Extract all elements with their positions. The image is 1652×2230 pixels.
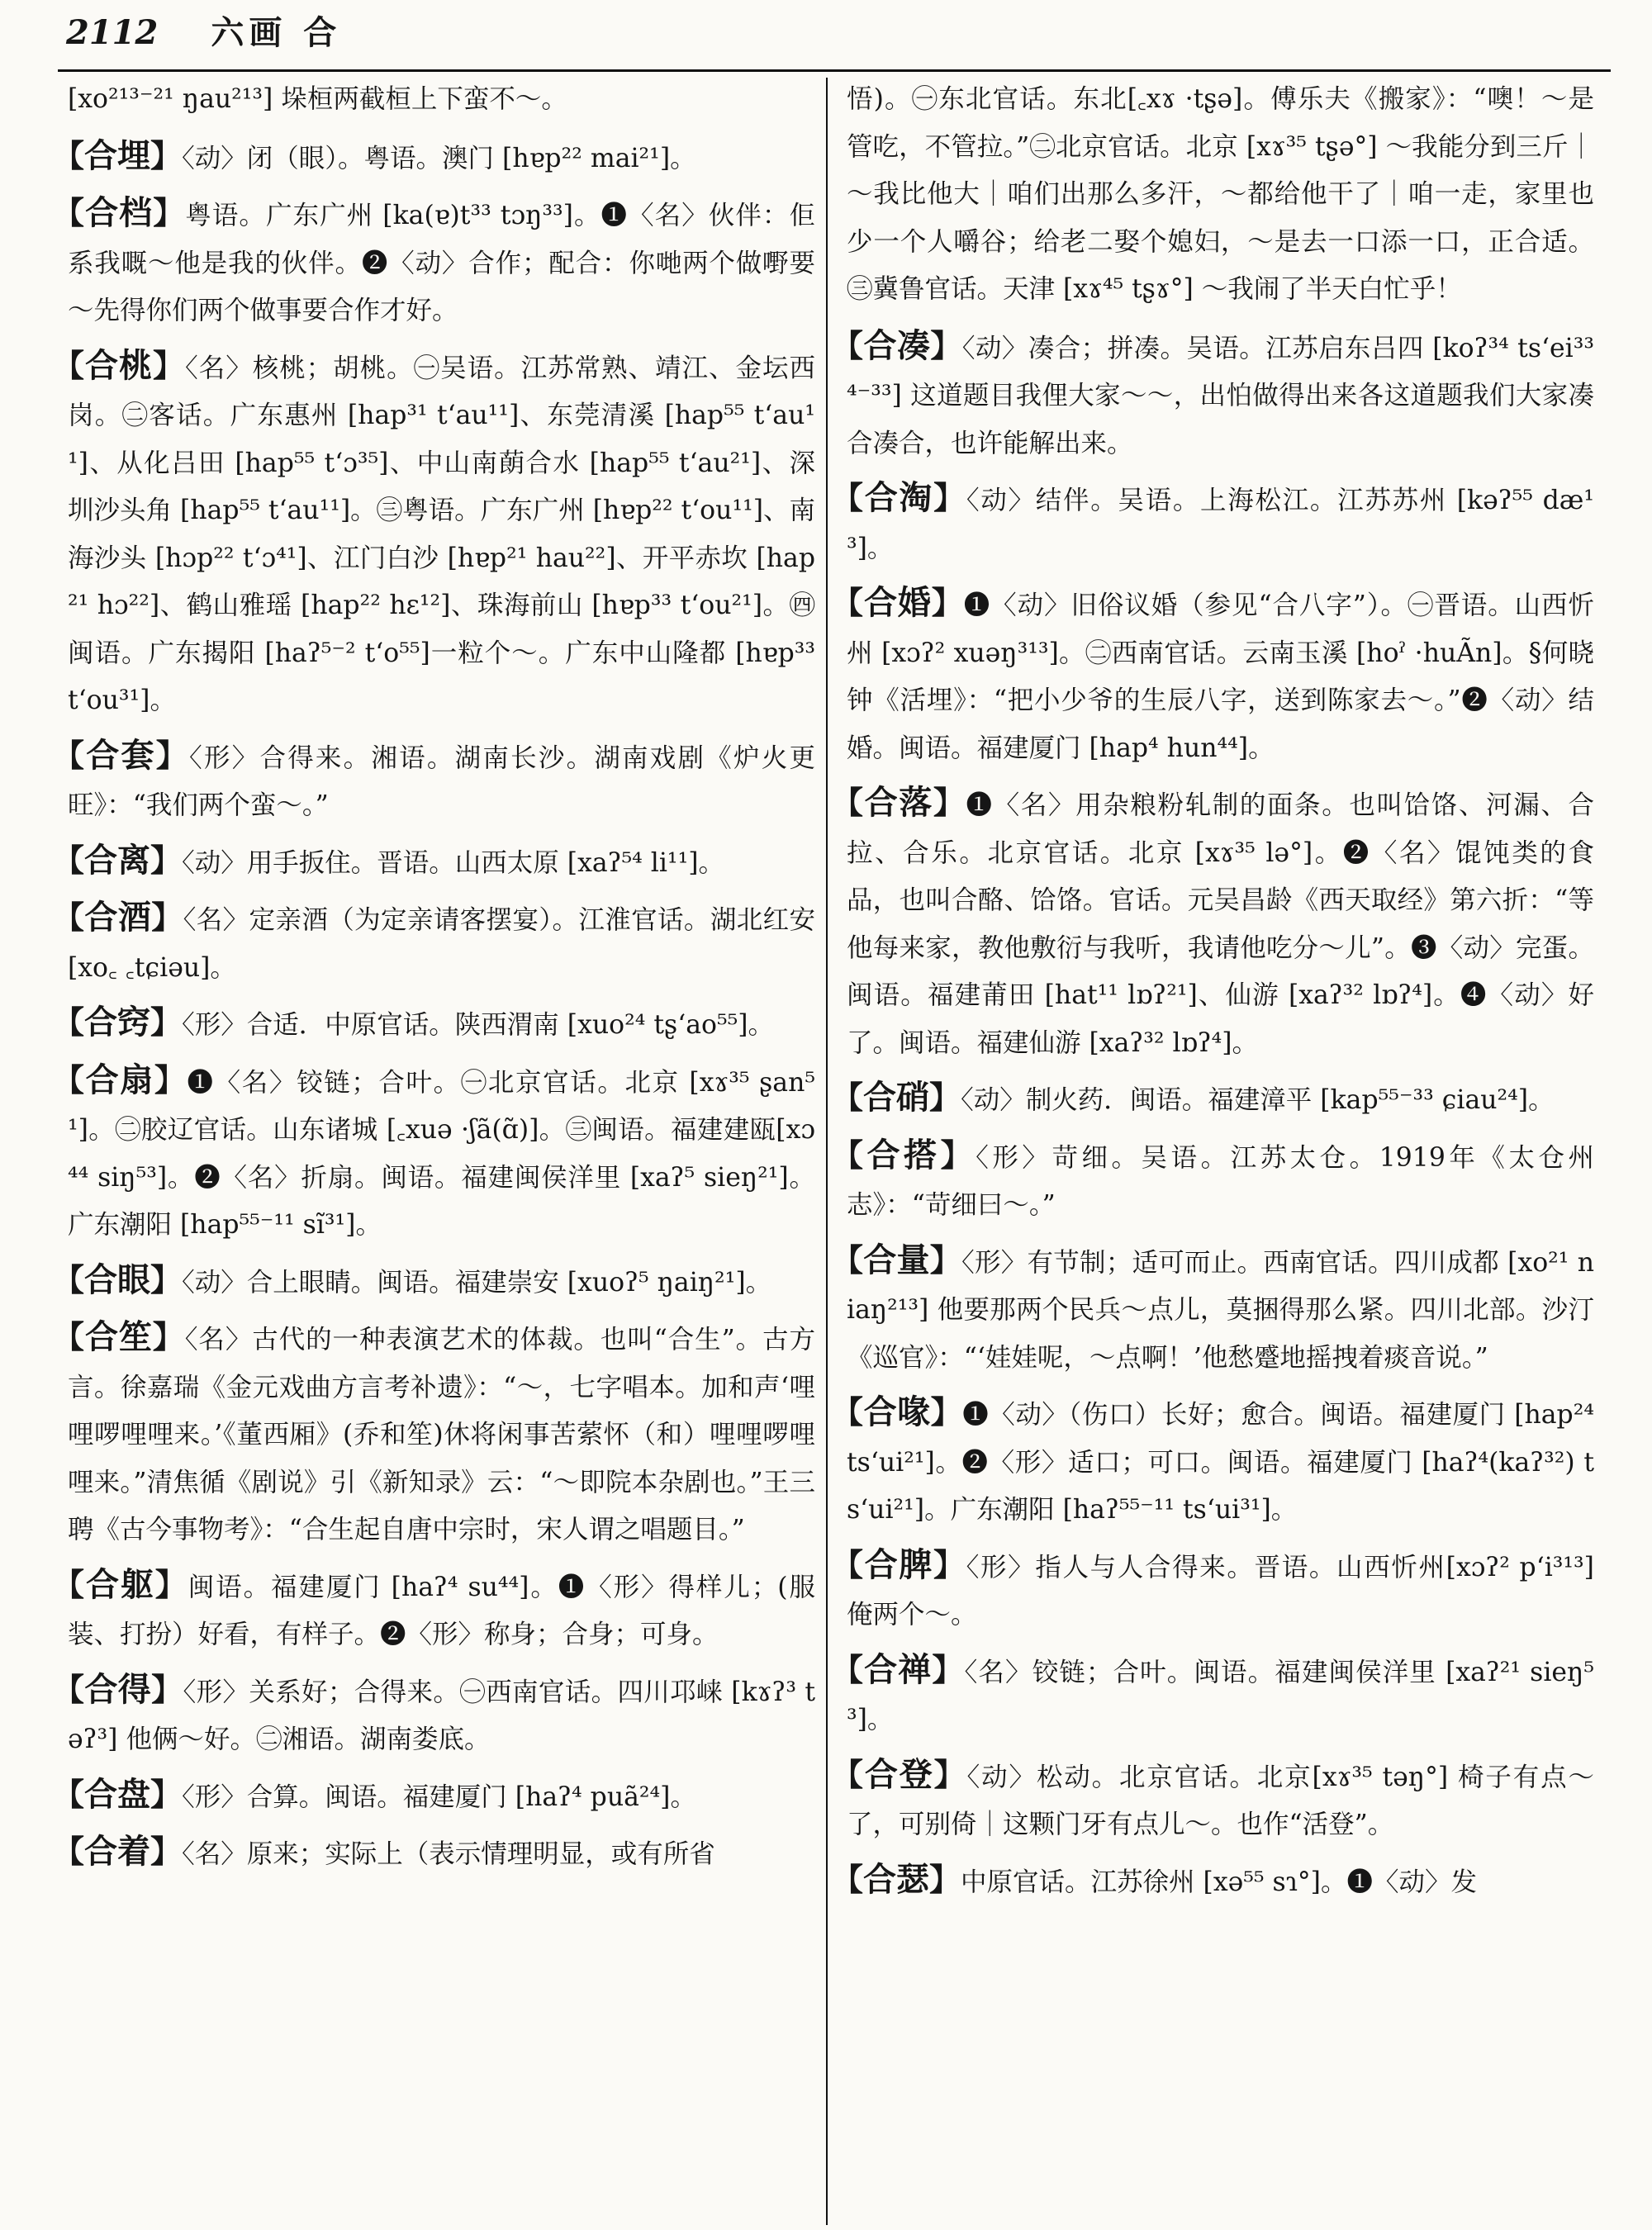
page-number: 2112 (66, 13, 159, 52)
header-rule (58, 69, 1611, 72)
dictionary-entry (832, 1751, 1594, 1849)
page-header (66, 7, 341, 64)
entry-definition: 〈动〉制火药．闽语。福建漳平 [kap⁵⁵⁻³³ ɕiau²⁴]。 (961, 1085, 1555, 1115)
entry-headword: 【合酒】 (53, 898, 183, 937)
entry-definition: 中原官话。江苏徐州 [xə⁵⁵ sɿ°]。❶〈动〉发 (961, 1867, 1477, 1897)
dictionary-entry (832, 1541, 1594, 1639)
entry-headword: 【合着】 (53, 1832, 183, 1871)
dictionary-entry (53, 1771, 815, 1822)
entry-definition: 〈名〉核桃；胡桃。㊀吴语。江苏常熟、靖江、金坛西岗。㊁客话。广东惠州 [hap³¹ tʻau¹¹]、东莞清溪 [hap⁵⁵ tʻau¹¹]、从化吕田 [hap⁵⁵ tʻɔ³⁵]、中山南蓢合水 [hap⁵⁵ tʻau²¹]、深圳沙头角 [hap⁵⁵ tʻau¹¹]。㊂粤语。广东广州 [hɐp²² tʻou¹¹]、南海沙头 [hɔp²² tʻɔ⁴¹]、江门白沙 [hɐp²¹ hau²²]、开平赤坎 [hap²¹ hɔ²²]、鹤山雅瑶 [hap²² hɛ¹²]、珠海前山 [hɐp³³ tʻou²¹]。㊃闽语。广东揭阳 [haʔ⁵⁻² tʻo⁵⁵]一粒个～。广东中山隆都 [hɐp³³ tʻou³¹]。 (68, 353, 815, 715)
entry-definition: 〈名〉定亲酒（为定亲请客摆宴）。江淮官话。湖北红安 [xo꜀ ꜀tɕiəu]。 (68, 905, 816, 983)
dictionary-entry (53, 894, 816, 992)
entry-definition: 〈形〉合适．中原官话。陕西渭南 [xuo²⁴ tʂʻao⁵⁵]。 (182, 1010, 774, 1040)
dictionary-entry (53, 132, 815, 183)
entry-definition: 〈形〉有节制；适可而止。西南官话。四川成都 [xo²¹ niaŋ²¹³] 他要那两个民兵～点儿，莫捆得那么紧。四川北部。沙汀《巡官》：“‘娃娃呢，～点啊！’他愁蹙地摇拽着痰音说。” (847, 1247, 1594, 1373)
running-title: 六画 合 (211, 13, 342, 52)
dictionary-entry (53, 189, 815, 335)
entry-definition: 〈形〉指人与人合得来。晋语。山西忻州[xɔʔ² pʻi³¹³] 俺两个～。 (847, 1552, 1594, 1630)
dictionary-entry (53, 999, 815, 1050)
entry-definition: 〈动〉闭（眼）。粤语。澳门 [hɐp²² mai²¹]。 (182, 143, 696, 173)
dictionary-entry (53, 732, 815, 830)
dictionary-entry (53, 1313, 815, 1554)
dictionary-entry (832, 1388, 1594, 1535)
entry-definition: 〈动〉合上眼睛。闽语。福建崇安 [xuoʔ⁵ ŋaiŋ²¹]。 (182, 1267, 772, 1298)
entry-headword: 【合笙】 (53, 1317, 185, 1356)
entry-headword: 【合搭】 (832, 1135, 976, 1174)
entry-headword: 【合套】 (53, 735, 189, 775)
entry-headword: 【合埋】 (53, 135, 183, 175)
entry-headword: 【合桃】 (53, 345, 185, 385)
entry-headword: 【合离】 (53, 840, 183, 880)
dictionary-entry (832, 1646, 1594, 1744)
entry-headword: 【合落】 (832, 783, 966, 822)
entry-definition: 〈名〉铰链；合叶。闽语。福建闽侯洋里 [xaʔ²¹ sieŋ⁵³]。 (847, 1657, 1594, 1734)
entry-definition: 〈名〉原来；实际上（表示情理明显，或有所省 (182, 1839, 715, 1869)
entry-headword: 【合档】 (53, 193, 186, 232)
entry-headword: 【合盘】 (53, 1774, 183, 1814)
entry-definition: ❶〈名〉铰链；合叶。㊀北京官话。北京 [xɤ³⁵ ʂan⁵¹]。㊁胶辽官话。山东诸城 [꜀xuə ·ʃã(ɑ̃)]。㊂闽语。福建建瓯[xɔ⁴⁴ siŋ⁵³]。❷〈名〉折扇。闽语。福建闽侯洋里 [xaʔ⁵ sieŋ²¹]。广东潮阳 [hap⁵⁵⁻¹¹ sĩ³¹]。 (68, 1067, 815, 1240)
entry-headword: 【合硝】 (832, 1078, 961, 1117)
entry-headword: 【合眼】 (53, 1260, 183, 1299)
dictionary-entry (53, 1828, 815, 1879)
entry-continuation (847, 76, 1594, 314)
dictionary-entry (832, 1132, 1594, 1230)
entry-headword: 【合得】 (53, 1669, 183, 1709)
entry-definition: 〈形〉合算。闽语。福建厦门 [haʔ⁴ puã²⁴]。 (182, 1782, 696, 1812)
entry-definition: 〈形〉关系好；合得来。㊀西南官话。四川邛崃 [kɤʔ³ təʔ³] 他俩～好。㊁湘语。湖南娄底。 (68, 1677, 815, 1754)
entry-definition: 〈动〉结伴。吴语。上海松江。江苏苏州 [kəʔ⁵⁵ dæ¹³]。 (847, 486, 1594, 563)
dictionary-entry (53, 1561, 816, 1659)
entry-definition: ❶〈名〉用杂粮粉轧制的面条。也叫饸饹、河漏、合拉、合乐。北京官话。北京 [xɤ³⁵ lə°]。❷〈名〉馄饨类的食品，也叫合酪、饸饹。官话。元吴昌龄《西天取经》第六折：“等他每来家，教他敷衍与我听，我请他吃分～儿”。❸〈动〉完蛋。闽语。福建莆田 [hat¹¹ lɒʔ²¹]、仙游 [xaʔ³² lɒʔ⁴]。❹〈动〉好了。闽语。福建仙游 [xaʔ³² lɒʔ⁴]。 (847, 790, 1594, 1058)
dictionary-entry (832, 322, 1594, 468)
entry-headword: 【合喙】 (832, 1393, 963, 1431)
entry-headword: 【合窍】 (53, 1003, 183, 1041)
entry-definition: 〈动〉凑合；拼凑。吴语。江苏启东吕四 [koʔ³⁴ tsʻei³³⁴⁻³³] 这道题目我俚大家～～，出怕做得出来各这道题我们大家凑合凑合，也许能解出来。 (847, 333, 1594, 458)
entry-headword: 【合扇】 (53, 1060, 188, 1099)
entry-definition: 〈动〉用手扳住。晋语。山西太原 [xaʔ⁵⁴ li¹¹]。 (182, 847, 724, 878)
entry-headword: 【合脾】 (832, 1544, 966, 1584)
dictionary-entry (53, 1056, 815, 1250)
entry-headword: 【合登】 (832, 1754, 967, 1794)
entry-headword: 【合凑】 (832, 325, 962, 365)
dictionary-entry (53, 837, 815, 888)
entry-definition: ❶〈动〉旧俗议婚（参见“合八字”）。㊀晋语。山西忻州 [xɔʔ² xuəŋ³¹³]。㊁西南官话。云南玉溪 [hoˀ ·huÃn]。§何晓钟《活埋》：“把小少爷的生辰八字，送到陈家去～。”❷〈动〉结婚。闽语。福建厦门 [hap⁴ hun⁴⁴]。 (847, 591, 1594, 763)
dictionary-entry (832, 1856, 1594, 1907)
entry-headword: 【合瑟】 (832, 1859, 961, 1899)
entry-definition: 〈形〉苛细。吴语。江苏太仓。1919年《太仓州志》：“苛细曰～。” (847, 1142, 1594, 1220)
entry-definition: 〈形〉合得来。湘语。湖南长沙。湖南戏剧《炉火更旺》：“我们两个蛮～。” (68, 743, 815, 820)
entry-definition: 闽语。福建厦门 [haʔ⁴ su⁴⁴]。❶〈形〉得样儿；(服装、打扮）好看，有样子。❷〈形〉称身；合身；可身。 (68, 1572, 816, 1649)
left-column (53, 76, 816, 2223)
dictionary-entry (832, 1074, 1594, 1125)
dictionary-entry (832, 1236, 1594, 1383)
entry-headword: 【合躯】 (53, 1564, 188, 1604)
dictionary-entry (53, 1256, 815, 1307)
entry-definition: 〈名〉古代的一种表演艺术的体裁。也叫“合生”。古方言。徐嘉瑞《金元戏曲方言考补遗》：“～，七字唱本。加和声‘哩哩啰哩哩来。’《董西厢》(乔和笙)休将闲事苦萦怀（和）哩哩啰哩哩来。”清焦循《剧说》引《新知录》云：“～即院本杂剧也。”王三聘《古今事物考》：“合生起自唐中宗时，宋人谓之唱题目。” (68, 1325, 815, 1544)
dictionary-entry (832, 579, 1594, 772)
entry-headword: 【合禅】 (832, 1649, 965, 1689)
right-column (832, 76, 1594, 2223)
entry-definition: 粤语。广东广州 [ka(ɐ)t³³ tɔŋ³³]。❶〈名〉伙伴：佢系我嘅～他是我的伙伴。❷〈动〉合作；配合：你哋两个做嘢要～先得你们两个做事要合作才好。 (68, 201, 815, 325)
dictionary-entry (832, 474, 1594, 572)
entry-definition: 〈动〉松动。北京官话。北京[xɤ³⁵ təŋ°] 椅子有点～了，可别倚｜这颗门牙有点儿～。也作“活登”。 (847, 1762, 1594, 1839)
dictionary-entry (832, 779, 1594, 1067)
entry-headword: 【合量】 (832, 1240, 961, 1279)
entry-definition: ❶〈动〉（伤口）长好；愈合。闽语。福建厦门 [hap²⁴ tsʻui²¹]。❷〈形〉适口；可口。闽语。福建厦门 [haʔ⁴(kaʔ³²) tsʻui²¹]。广东潮阳 [haʔ⁵⁵⁻¹¹ tsʻui³¹]。 (847, 1400, 1594, 1525)
entry-headword: 【合淘】 (832, 478, 966, 517)
dictionary-entry (53, 342, 815, 725)
column-divider (826, 78, 828, 2225)
entry-headword: 【合婚】 (832, 583, 964, 622)
entry-continuation (68, 76, 815, 124)
entry-definition: [xo²¹³⁻²¹ ŋau²¹³] 垛桓两截桓上下蛮不～。 (68, 84, 567, 114)
entry-definition: 悟)。㊀东北官话。东北[꜀xɤ ·tʂə]。傅乐夫《搬家》：“噢！～是管吃，不管拉。”㊁北京官话。北京 [xɤ³⁵ tʂə°] ～我能分到三斤｜～我比他大｜咱们出那么多汗，～都给他干了｜咱一走，家里也少一个人嚼谷；给老二娶个媳妇，～是去一口添一口，正合适。㊂冀鲁官话。天津 [xɤ⁴⁵ tʂɤ°] ～我闹了半天白忙乎！ (847, 84, 1594, 304)
dictionary-entry (53, 1666, 815, 1764)
